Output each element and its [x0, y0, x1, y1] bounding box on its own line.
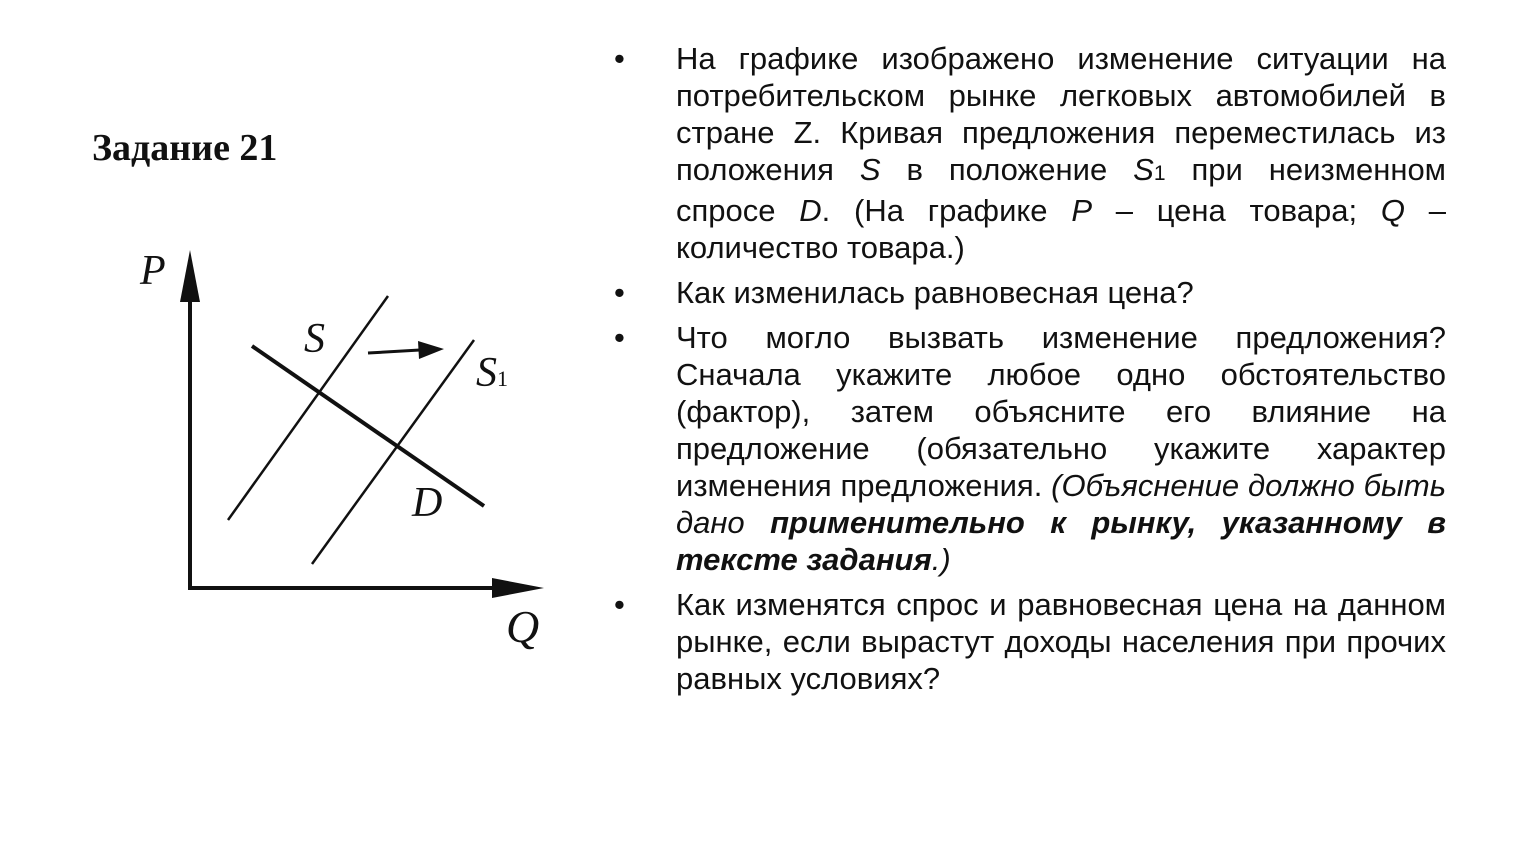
shift-arrow-head: [418, 341, 444, 359]
q-axis-arrow: [492, 578, 544, 598]
supply-demand-diagram: [120, 240, 560, 660]
bullet-mark: •: [614, 275, 625, 310]
task-questions: [600, 40, 1446, 705]
bullet-mark: •: [614, 320, 625, 355]
question-item-2: • Как изменилась равновесная цена?: [614, 275, 1194, 310]
bullet-mark: •: [614, 41, 625, 76]
question-item-1: • На графике изображено изменение ситуации на потребительском рынке легковых автомобилей в стране Z. Кривая предложения переместилась из положения S в положение S1 при неизменном спросе D. (На графике P – цена товара; Q – количество товара.): [614, 41, 1447, 265]
axis-label-q: Q: [506, 601, 540, 652]
supply-curve-s1: [312, 340, 474, 564]
question-item-3: • Что могло вызвать изменение предложения? Сначала укажите любое одно обстоятельство (фактор), затем объясните его влияние на предложение (обязательно укажите характер изменения предложения. (Объяснение должно быть дано применительно к рынку, указанному в тексте задания.): [614, 320, 1446, 577]
curve-label-d: D: [412, 480, 443, 526]
demand-curve-d: [252, 346, 484, 506]
shift-arrow-line: [368, 350, 420, 353]
bullet-mark: •: [614, 587, 625, 622]
question-item-4: • Как изменятся спрос и равновесная цена на данном рынке, если вырастут доходы населения при прочих равных условиях?: [614, 587, 1446, 696]
p-axis-arrow: [180, 250, 200, 302]
axis-label-p: P: [140, 248, 166, 294]
curve-label-s: S: [304, 316, 325, 362]
curve-label-s1: S1: [476, 350, 508, 396]
task-title: Задание 21: [92, 127, 278, 169]
